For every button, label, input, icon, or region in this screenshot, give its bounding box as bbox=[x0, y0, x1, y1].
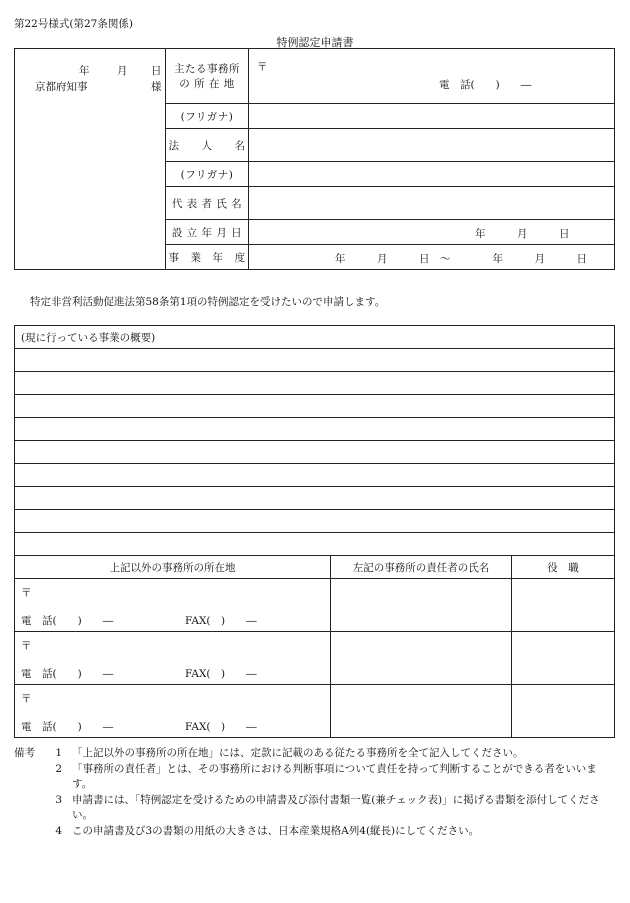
postal-mark: 〒 bbox=[257, 61, 268, 73]
form-number: 第22号様式(第27条関係) bbox=[14, 18, 133, 30]
corp-name-label: 法 人 名 bbox=[166, 129, 249, 162]
est-date-label: 設 立 年 月 日 bbox=[166, 220, 249, 245]
office-fax-label: FAX( ) ― bbox=[185, 721, 257, 733]
office-address-field[interactable] bbox=[249, 49, 615, 104]
notes-heading: 備考 bbox=[14, 747, 35, 759]
office-manager-field[interactable] bbox=[331, 685, 512, 738]
note-text: 申請書には、「特例認定を受けるための申請書及び添付書類一覧(兼チェック表)」に掲げる書類を添付してください。 bbox=[72, 793, 600, 821]
corp-furigana-field[interactable] bbox=[249, 104, 615, 129]
col-other-office-address: 上記以外の事務所の所在地 bbox=[15, 556, 331, 579]
note-text: 「事務所の責任者」とは、その事務所における判断事項について責任を持って判断することができる者をいいます。 bbox=[72, 762, 597, 790]
date-year-label: 年 bbox=[79, 65, 90, 77]
office-address-label: 主たる事務所 の 所 在 地 bbox=[166, 49, 249, 104]
office-row bbox=[15, 685, 615, 738]
postal-mark: 〒 bbox=[21, 587, 32, 599]
business-line[interactable] bbox=[15, 349, 615, 372]
furigana-label-2: (フリガナ) bbox=[166, 162, 249, 187]
note-item: 2 「事務所の責任者」とは、その事務所における判断事項について責任を持って判断することができる者をいいます。 bbox=[14, 762, 614, 793]
office-phone-label: 電 話( ) ― bbox=[21, 668, 114, 680]
fiscal-year-value: 年 月 日 〜 年 月 日 bbox=[335, 253, 587, 265]
office-phone-label: 電 話( ) ― bbox=[439, 79, 532, 91]
note-item: 備考 1 「上記以外の事務所の所在地」には、定款に記載のある従たる事務所を全て記入してください。 bbox=[14, 746, 614, 762]
business-line[interactable] bbox=[15, 395, 615, 418]
document-title: 特例認定申請書 bbox=[276, 36, 354, 49]
note-item: 3 申請書には、「特例認定を受けるための申請書及び添付書類一覧(兼チェック表)」に掲げる書類を添付してください。 bbox=[14, 793, 614, 824]
application-statement: 特定非営利活動促進法第58条第1項の特例認定を受けたいので申請します。 bbox=[30, 296, 386, 308]
office-fax-label: FAX( ) ― bbox=[185, 668, 257, 680]
date-month-label: 月 bbox=[117, 65, 128, 77]
rep-name-label: 代 表 者 氏 名 bbox=[166, 187, 249, 220]
est-date-field[interactable] bbox=[249, 220, 615, 245]
office-address-field[interactable] bbox=[15, 685, 331, 738]
rep-name-field[interactable] bbox=[249, 187, 615, 220]
note-item: 4 この申請書及び3の書類の用紙の大きさは、日本産業規格A列4(縦長)にしてください。 bbox=[14, 824, 614, 840]
office-manager-field[interactable] bbox=[331, 632, 512, 685]
office-role-field[interactable] bbox=[512, 579, 615, 632]
business-summary-label: (現に行っている事業の概要) bbox=[15, 326, 615, 349]
col-office-manager: 左記の事務所の責任者の氏名 bbox=[331, 556, 512, 579]
date-addressee-cell bbox=[15, 49, 166, 270]
business-line[interactable] bbox=[15, 533, 615, 556]
fiscal-year-label: 事 業 年 度 bbox=[166, 245, 249, 270]
office-role-field[interactable] bbox=[512, 685, 615, 738]
business-line[interactable] bbox=[15, 487, 615, 510]
office-manager-field[interactable] bbox=[331, 579, 512, 632]
business-line[interactable] bbox=[15, 441, 615, 464]
business-line[interactable] bbox=[15, 464, 615, 487]
office-fax-label: FAX( ) ― bbox=[185, 615, 257, 627]
date-day-label: 日 bbox=[151, 65, 162, 77]
furigana-label-1: (フリガナ) bbox=[166, 104, 249, 129]
office-row bbox=[15, 632, 615, 685]
est-date-value: 年 月 日 bbox=[475, 228, 570, 240]
postal-mark: 〒 bbox=[21, 640, 32, 652]
corp-name-field[interactable] bbox=[249, 129, 615, 162]
applicant-info-table bbox=[14, 48, 615, 270]
note-text: 「上記以外の事務所の所在地」には、定款に記載のある従たる事務所を全て記入してください。 bbox=[72, 747, 524, 759]
office-phone-label: 電 話( ) ― bbox=[21, 615, 114, 627]
office-role-field[interactable] bbox=[512, 632, 615, 685]
addressee: 京都府知事 bbox=[35, 81, 88, 93]
notes-section bbox=[14, 746, 614, 839]
postal-mark: 〒 bbox=[21, 693, 32, 705]
office-address-field[interactable] bbox=[15, 579, 331, 632]
fiscal-year-field[interactable] bbox=[249, 245, 615, 270]
business-line[interactable] bbox=[15, 510, 615, 533]
note-text: この申請書及び3の書類の用紙の大きさは、日本産業規格A列4(縦長)にしてください。 bbox=[72, 824, 480, 837]
business-offices-table bbox=[14, 325, 615, 738]
office-phone-label: 電 話( ) ― bbox=[21, 721, 114, 733]
business-line[interactable] bbox=[15, 372, 615, 395]
rep-furigana-field[interactable] bbox=[249, 162, 615, 187]
office-row bbox=[15, 579, 615, 632]
office-address-field[interactable] bbox=[15, 632, 331, 685]
addressee-suffix: 様 bbox=[151, 81, 162, 93]
business-line[interactable] bbox=[15, 418, 615, 441]
col-role: 役 職 bbox=[512, 556, 615, 579]
